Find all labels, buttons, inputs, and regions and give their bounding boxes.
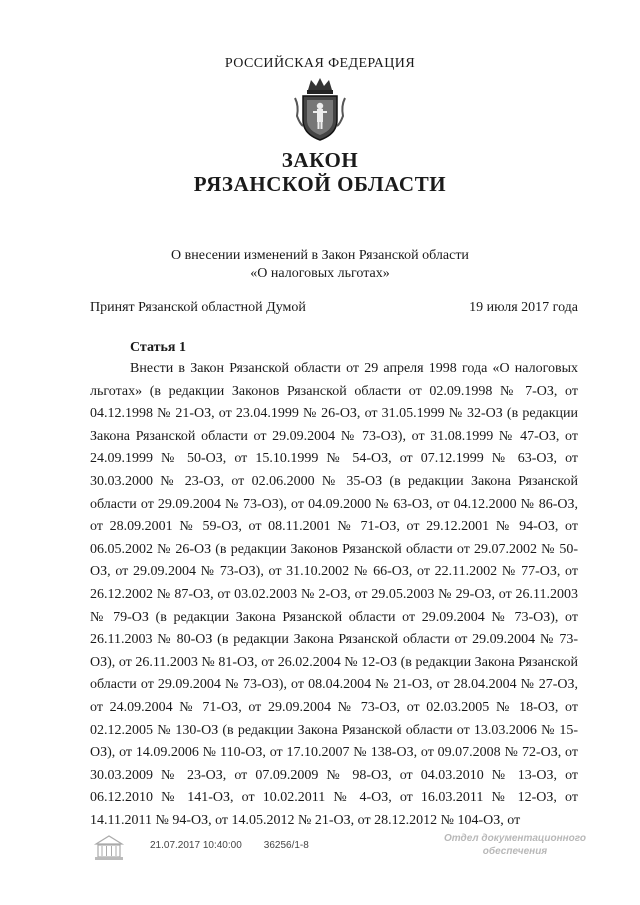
law-title-line2: РЯЗАНСКОЙ ОБЛАСТИ xyxy=(193,172,447,196)
stamp-line2: обеспечения xyxy=(482,846,548,857)
adoption-date: 19 июля 2017 года xyxy=(469,300,578,315)
article-heading: Статья 1 xyxy=(130,340,186,355)
law-title xyxy=(0,148,640,196)
document-footer xyxy=(150,840,309,851)
stamp-line1: Отдел документационного xyxy=(444,833,586,844)
law-subject xyxy=(0,247,640,283)
registration-timestamp: 21.07.2017 10:40:00 xyxy=(150,840,242,851)
subject-line1: О внесении изменений в Закон Рязанской области xyxy=(171,248,469,263)
department-stamp xyxy=(430,832,600,858)
duma-building-icon xyxy=(92,832,126,862)
article-body: Внести в Закон Рязанской области от 29 апреля 1998 года «О налоговых льготах» (в редакции Законов Рязанской области от 02.09.1998 № 7-ОЗ, от 04.12.1998 № 21-ОЗ, от 23.04.1999 № 26-ОЗ, от 31.05.1999 № 32-ОЗ (в редакции Закона Рязанской области от 29.09.2004 № 73-ОЗ), от 31.08.1999 № 47-ОЗ, от 24.09.1999 № 50-ОЗ, от 15.10.1999 № 54-ОЗ, от 07.12.1999 № 63-ОЗ, от 30.03.2000 № 23-ОЗ, от 02.06.2000 № 35-ОЗ (в редакции Закона Рязанской области от 29.09.2004 № 73-ОЗ), от 04.09.2000 № 63-ОЗ, от 04.12.2000 № 86-ОЗ, от 28.09.2001 № 59-ОЗ, от 08.11.2001 № 71-ОЗ, от 29.12.2001 № 94-ОЗ, от 06.05.2002 № 26-ОЗ (в редакции Законов Рязанской области от 29.07.2002 № 50-ОЗ, от 29.09.2004 № 73-ОЗ), от 31.10.2002 № 66-ОЗ, от 22.11.2002 № 77-ОЗ, от 26.12.2002 № 87-ОЗ, от 03.02.2003 № 2-ОЗ, от 29.05.2003 № 29-ОЗ, от 26.11.2003 № 79-ОЗ (в редакции Закона Рязанской области от 29.09.2004 № 73-ОЗ), от 26.11.2003 № 80-ОЗ (в редакции Закона Рязанской области от 29.09.2004 № 73-ОЗ), от 26.11.2003 № 81-ОЗ, от 26.02.2004 № 12-ОЗ (в редакции Закона Рязанской области от 29.09.2004 № 73-ОЗ), от 08.04.2004 № 21-ОЗ, от 28.04.2004 № 27-ОЗ, от 24.09.2004 № 71-ОЗ, от 29.09.2004 № 73-ОЗ, от 02.03.2005 № 18-ОЗ, от 02.12.2005 № 130-ОЗ (в редакции Закона Рязанской области от 13.03.2006 № 15-ОЗ), от 14.09.2006 № 110-ОЗ, от 17.10.2007 № 138-ОЗ, от 09.07.2008 № 72-ОЗ, от 30.03.2009 № 23-ОЗ, от 07.09.2009 № 98-ОЗ, от 04.03.2010 № 13-ОЗ, от 06.12.2010 № 141-ОЗ, от 10.02.2011 № 4-ОЗ, от 16.03.2011 № 12-ОЗ, от 14.11.2011 № 94-ОЗ, от 14.05.2012 № 21-ОЗ, от 28.12.2012 № 104-ОЗ, от xyxy=(90,361,578,828)
coat-of-arms-icon xyxy=(291,76,349,142)
subject-line2: «О налоговых льготах» xyxy=(250,266,390,281)
country-heading: РОССИЙСКАЯ ФЕДЕРАЦИЯ xyxy=(224,56,416,71)
adopted-by: Принят Рязанской областной Думой xyxy=(90,300,306,315)
law-title-line1: ЗАКОН xyxy=(281,148,359,172)
document-number: 36256/1-8 xyxy=(263,840,309,851)
adoption-line xyxy=(90,300,578,316)
